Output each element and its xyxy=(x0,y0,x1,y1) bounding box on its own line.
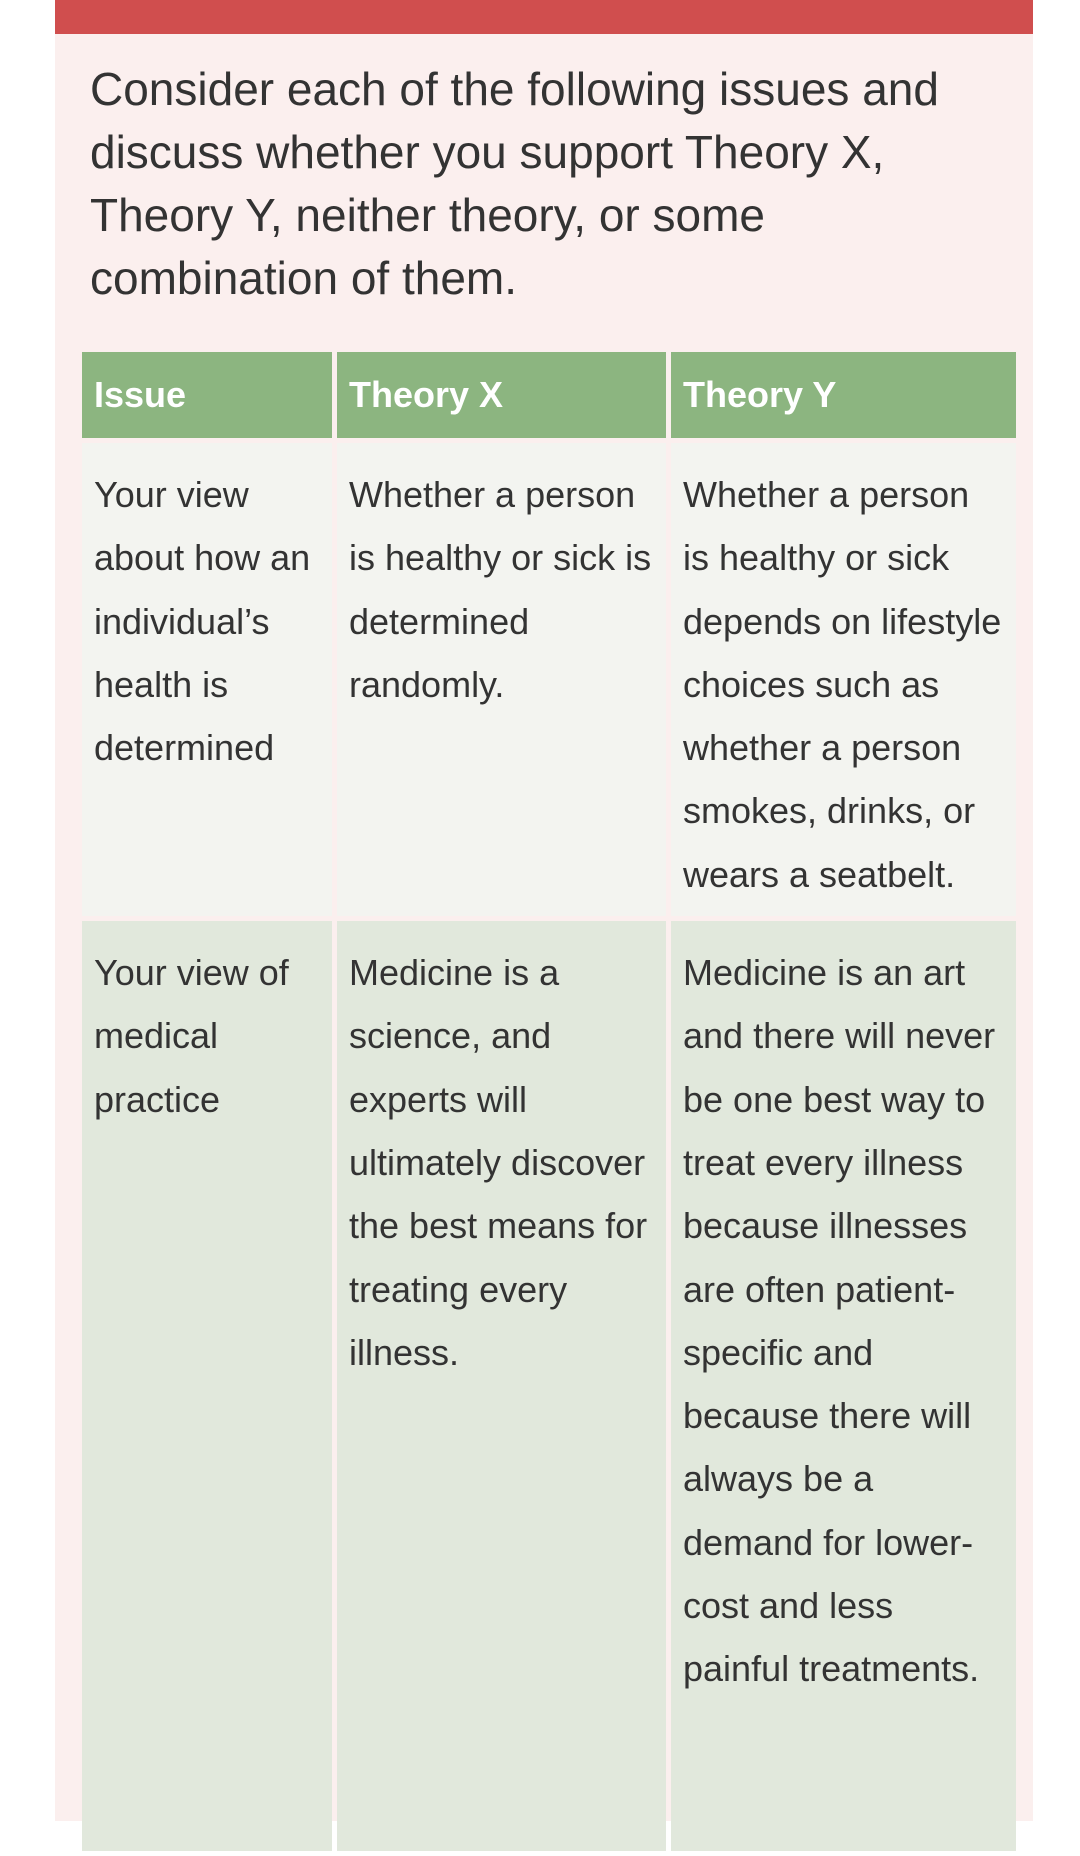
intro-text: Consider each of the following issues and discuss whether you support Theory X, Theory Y, neither theory, or some combination of them. xyxy=(90,63,939,304)
theory-comparison-table xyxy=(77,347,1021,1856)
content-card xyxy=(55,0,1033,1821)
issue-cell: Your view about how an individual’s health is determined xyxy=(82,443,332,916)
theory-y-cell: Medicine is an art and there will never be one best way to treat every illness because illnesses are often patient-specific and because there will always be a demand for lower-cost and less painful treatments. xyxy=(671,921,1016,1851)
table-row xyxy=(82,921,1016,1851)
issue-cell: Your view of medical practice xyxy=(82,921,332,1851)
table-header-row xyxy=(82,352,1016,438)
card-accent-bar xyxy=(55,0,1033,34)
theory-x-cell: Whether a person is healthy or sick is determined randomly. xyxy=(337,443,666,916)
header-issue: Issue xyxy=(82,352,332,438)
theory-x-cell: Medicine is a science, and experts will ultimately discover the best means for treating every illness. xyxy=(337,921,666,1851)
table-row xyxy=(82,443,1016,916)
header-theory-y: Theory Y xyxy=(671,352,1016,438)
header-theory-x: Theory X xyxy=(337,352,666,438)
theory-y-cell: Whether a person is healthy or sick depends on lifestyle choices such as whether a person smokes, drinks, or wears a seatbelt. xyxy=(671,443,1016,916)
